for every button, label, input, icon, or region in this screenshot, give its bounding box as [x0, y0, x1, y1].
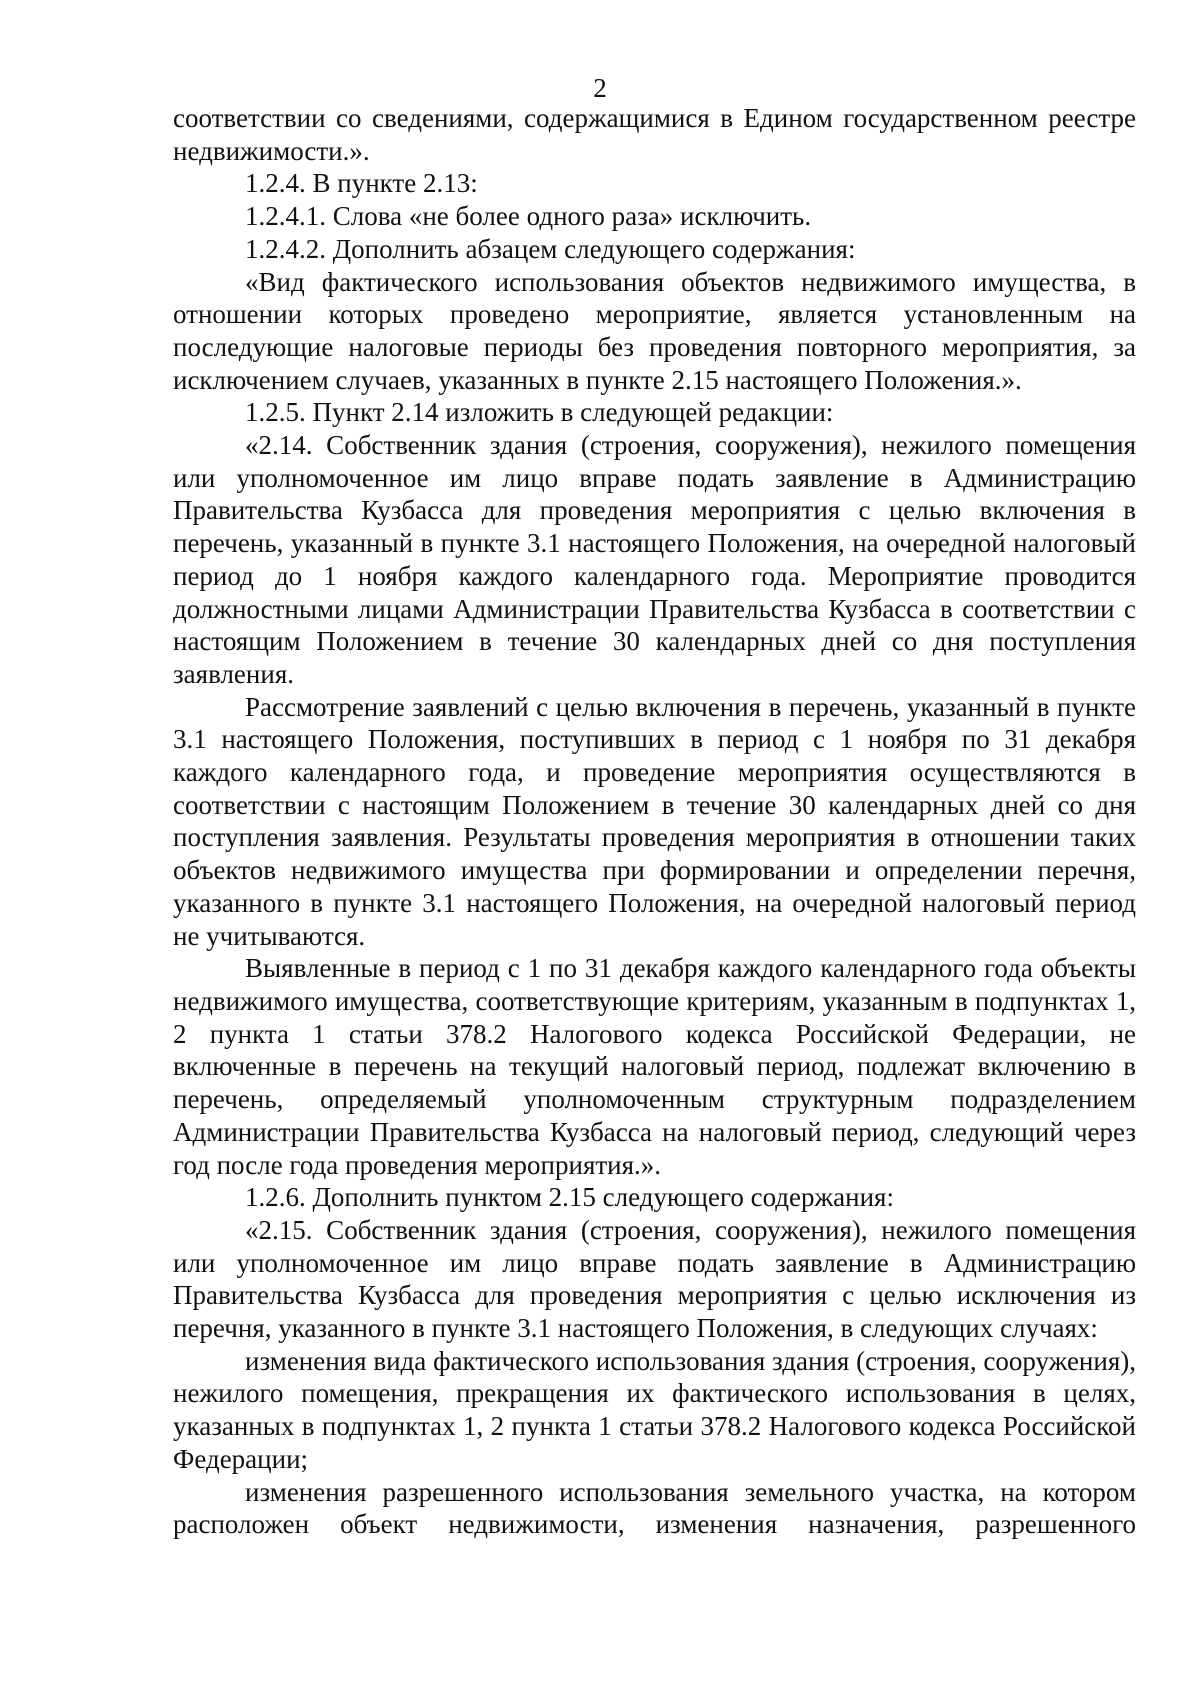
- paragraph-2-15-case-1: изменения вида фактического использования здания (строения, сооружения), нежилого помещения, прекращения их фактического использования в целях, указанных в подпунктах 1, 2 пункта 1 статьи 378.2 Налогового кодекса Российской Федерации;: [173, 1345, 1136, 1474]
- paragraph-1-2-5: 1.2.5. Пункт 2.14 изложить в следующей редакции:: [245, 397, 834, 428]
- paragraph-1-2-4-1: 1.2.4.1. Слова «не более одного раза» исключить.: [245, 201, 812, 232]
- paragraph-1-2-6: 1.2.6. Дополнить пунктом 2.15 следующего содержания:: [245, 1182, 894, 1213]
- document-body: [173, 102, 1136, 1541]
- paragraph-2-14-identified: Выявленные в период с 1 по 31 декабря каждого календарного года объекты недвижимого имущества, соответствующие критериям, указанным в подпунктах 1, 2 пункта 1 статьи 378.2 Налогового кодекса Российской Федерации, не включенные в перечень на текущий налоговый период, подлежат включению в перечень, определяемый уполномоченным структурным подразделением Администрации Правительства Кузбасса на налоговый период, следующий через год после года проведения мероприятия.».: [173, 953, 1136, 1180]
- paragraph-2-15: «2.15. Собственник здания (строения, сооружения), нежилого помещения или уполномоченное им лицо вправе подать заявление в Администрацию Правительства Кузбасса для проведения мероприятия с целью исключения из перечня, указанного в пункте 3.1 настоящего Положения, в следующих случаях:: [173, 1214, 1136, 1344]
- paragraph-1-2-4-2: 1.2.4.2. Дополнить абзацем следующего содержания:: [245, 233, 856, 264]
- paragraph-2-14-review: Рассмотрение заявлений с целью включения в перечень, указанный в пункте 3.1 настоящего Положения, поступивших в период с 1 ноября по 31 декабря каждого календарного года, и проведение мероприятия осуществляются в соответствии с настоящим Положением в течение 30 календарных дней со дня поступления заявления. Результаты проведения мероприятия в отношении таких объектов недвижимого имущества при формировании и определении перечня, указанного в пункте 3.1 настоящего Положения, на очередной налоговый период не учитываются.: [173, 691, 1136, 951]
- paragraph-1-2-4: 1.2.4. В пункте 2.13:: [245, 168, 478, 199]
- page-number: 2: [593, 73, 607, 103]
- paragraph-2-15-case-2: изменения разрешенного использования земельного участка, на котором расположен объект недвижимости, изменения назначения, разрешенного: [173, 1476, 1136, 1540]
- paragraph-2-14: «2.14. Собственник здания (строения, сооружения), нежилого помещения или уполномоченное им лицо вправе подать заявление в Администрацию Правительства Кузбасса для проведения мероприятия с целью включения в перечень, указанный в пункте 3.1 настоящего Положения, на очередной налоговый период до 1 ноября каждого календарного года. Мероприятие проводится должностными лицами Администрации Правительства Кузбасса в соответствии с настоящим Положением в течение 30 календарных дней со дня поступления заявления.: [173, 430, 1136, 689]
- paragraph-quote-2-13: «Вид фактического использования объектов недвижимого имущества, в отношении которых проведено мероприятие, является установленным на последующие налоговые периоды без проведения повторного мероприятия, за исключением случаев, указанных в пункте 2.15 настоящего Положения.».: [173, 266, 1136, 395]
- paragraph-continuation: соответствии со сведениями, содержащимися в Едином государственном реестре недвижимости.».: [173, 103, 1136, 166]
